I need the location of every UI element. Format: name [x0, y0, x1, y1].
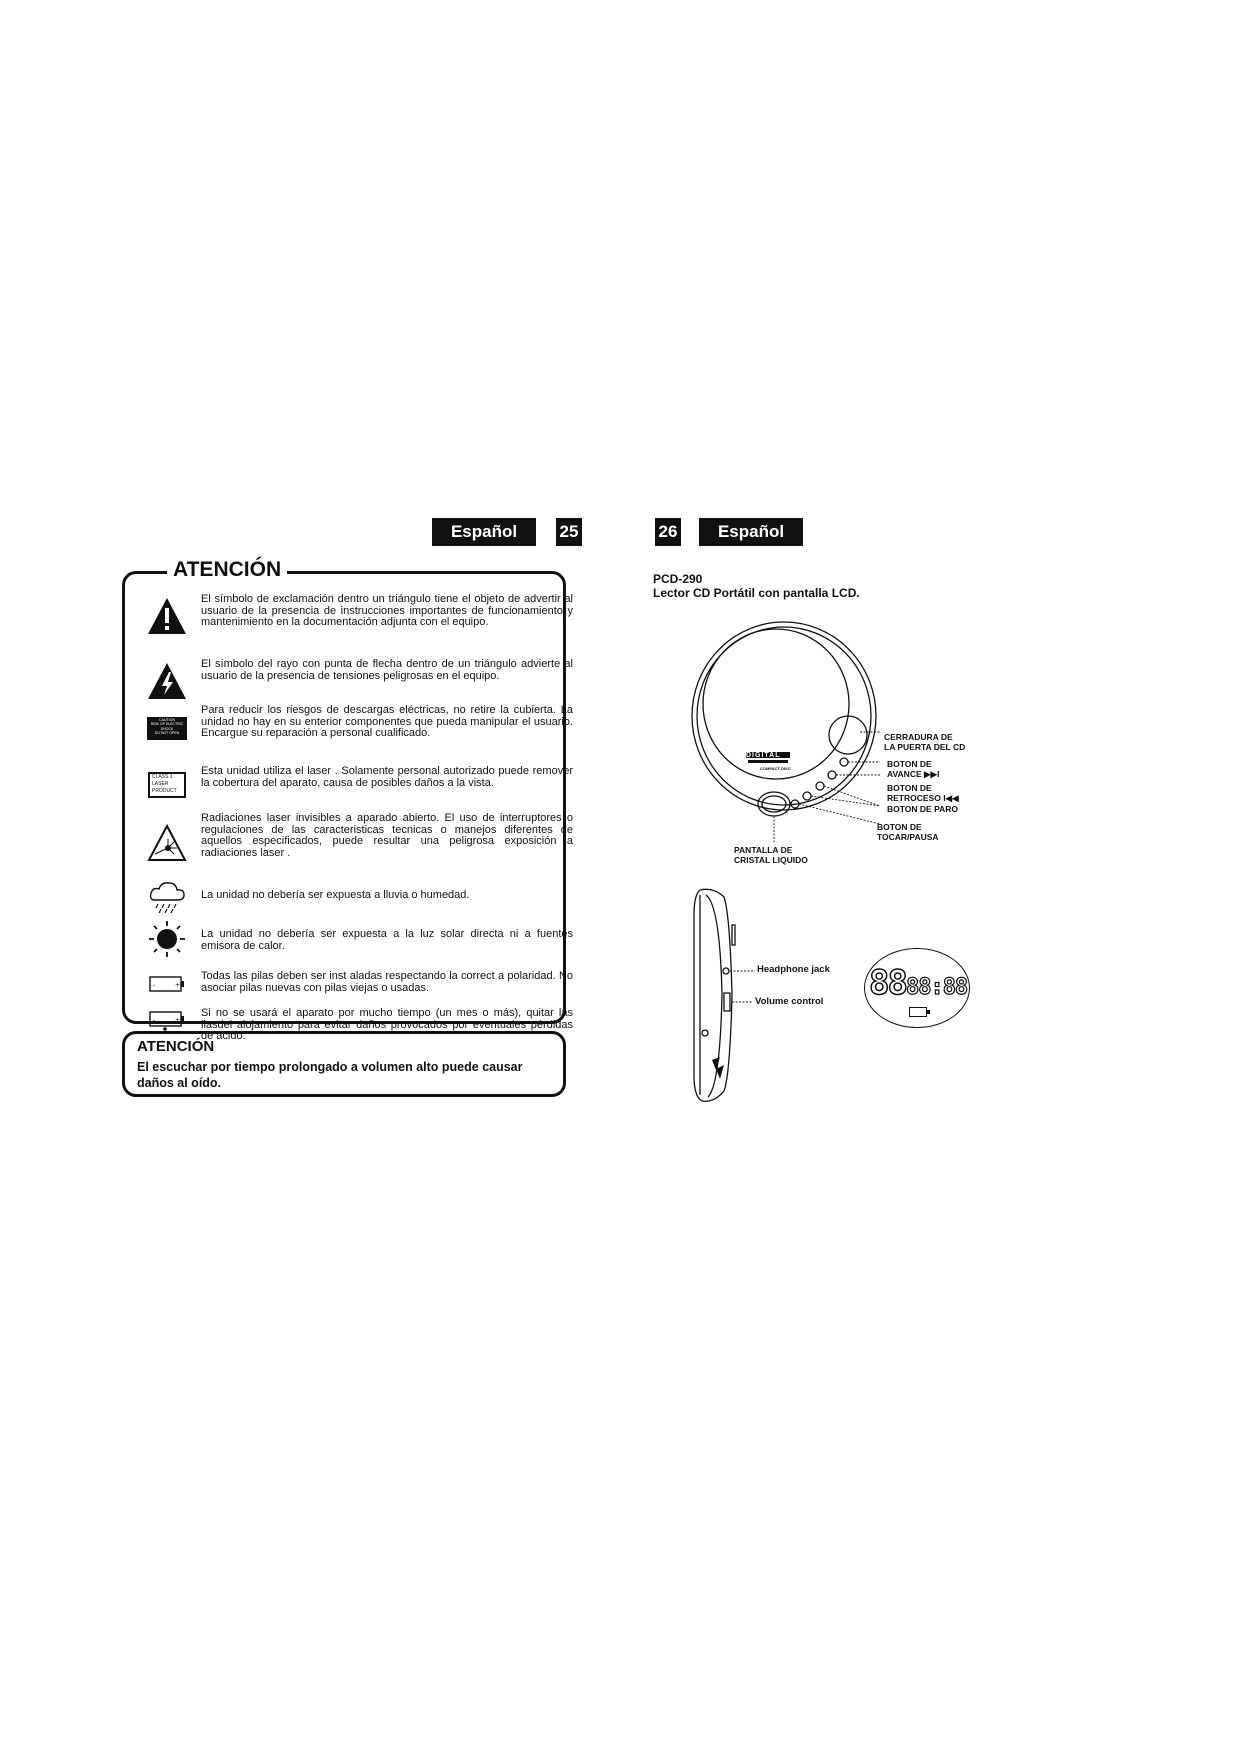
- warning-title: ATENCIÓN: [167, 558, 287, 582]
- lcd-track-digits: 88: [869, 963, 906, 1003]
- label-line: RETROCESO I◀◀: [887, 793, 959, 803]
- caution-label-icon: [145, 713, 189, 743]
- warning-text: La unidad no debería ser expuesta a la luz solar directa ni a fuentes emisora de calor.: [201, 928, 573, 952]
- caution-label-line: SHOCK: [160, 726, 174, 731]
- label-line: LA PUERTA DEL CD: [884, 742, 966, 752]
- warning-item-caution: [125, 705, 585, 757]
- label-line: BOTON DE: [887, 759, 932, 769]
- label-line: BOTON DE PARO: [887, 804, 958, 814]
- battery-indicator-icon: [909, 1007, 927, 1017]
- label-line: PANTALLA DE: [734, 845, 793, 855]
- label-line: AVANCE ▶▶I: [887, 769, 940, 779]
- rewind-button-label: [887, 783, 959, 803]
- lcd-label: [734, 845, 808, 865]
- class1-laser-label-icon: [145, 770, 189, 800]
- warning-item-lightning: [125, 659, 585, 704]
- svg-text:+: +: [175, 1017, 181, 1024]
- svg-text:-: -: [153, 982, 156, 989]
- cd-player-side-diagram: [690, 885, 840, 1105]
- sun-icon: [145, 919, 189, 959]
- warning-box: [122, 558, 573, 1042]
- warning-item-sun: [125, 919, 585, 961]
- warning-text: El símbolo de exclamación dentro un triángulo tiene el objeto de advertir al usuario de la presencia de instrucciones importantes de funcionamiento y mantenimiento en la documentación adjunta con el equipo.: [201, 593, 573, 628]
- stop-button-label: [887, 804, 958, 814]
- compact-disc-logo: COMPACT DISC: [760, 766, 791, 771]
- warning-text: La unidad no debería ser expuesta a lluvia o humedad.: [201, 889, 470, 901]
- volume-control-label: Volume control: [755, 996, 824, 1007]
- class1-label-line: LASER PRODUCT: [152, 781, 177, 794]
- svg-text:+: +: [175, 982, 181, 989]
- class1-label-line: CLASS 1: [152, 774, 173, 780]
- label-line: BOTON DE: [877, 822, 922, 832]
- rain-cloud-icon: [145, 879, 189, 915]
- laser-warning-triangle-icon: [145, 823, 189, 863]
- warning-item-laser-class: [125, 766, 585, 806]
- language-label-right: Español: [699, 518, 803, 546]
- headphone-jack-label: Headphone jack: [757, 964, 830, 975]
- caution-label-line: RISK OF ELECTRIC: [150, 722, 184, 726]
- product-subtitle: Lector CD Portátil con pantalla LCD.: [653, 586, 860, 600]
- page-number-right: 26: [655, 518, 681, 546]
- label-line: TOCAR/PAUSA: [877, 832, 939, 842]
- warning-text: Para reducir los riesgos de descargas eléctricas, no retire la cubierta. La unidad no hay en su enterior componentes que pueda manipular el usuario. Encargue su reparación a personal cualificado.: [201, 704, 573, 739]
- battery-polarity-icon: [145, 969, 189, 999]
- warning-text: Radiaciones laser invisibles a aparado abierto. El uso de interruptores o regulaciones de las caracteristicas tecnicas o manejos diferentes de aquellos especificados, puede resultar una peligrosa exposición a radiaciones laser .: [201, 812, 573, 859]
- door-lock-label: [884, 732, 965, 752]
- language-label-left: Español: [432, 518, 536, 546]
- label-line: CRISTAL LIQUIDO: [734, 855, 808, 865]
- forward-button-label: [887, 759, 939, 779]
- brand-label: DIGITAL: [746, 752, 781, 759]
- warning-text: Si no se usará el aparato por mucho tiempo (un mes o más), quitar las ilasdel alojamiento para evitar daños provocados por eventuales pérdidas de ácido.: [201, 1007, 573, 1042]
- page-number-left: 25: [556, 518, 582, 546]
- warning-item-exclamation: [125, 594, 585, 654]
- play-pause-button-label: [877, 822, 939, 842]
- lcd-display: [864, 948, 970, 1028]
- warning-text: El símbolo del rayo con punta de flecha dentro de un triángulo advierte al usuario de la presencia de tensiones peligrosas en el equipo.: [201, 658, 573, 682]
- warning-text: Todas las pilas deben ser inst aladas respectando la correct a polaridad. No asociar pilas nuevas con pilas viejas o usadas.: [201, 970, 573, 994]
- hearing-title: ATENCIÓN: [137, 1038, 215, 1055]
- warning-item-battery-polarity: [125, 969, 585, 1001]
- lightning-triangle-icon: [145, 661, 189, 701]
- hearing-warning-box: [122, 1031, 566, 1097]
- warning-item-laser-radiation: [125, 813, 585, 873]
- model-name: PCD-290: [653, 572, 703, 586]
- caution-label-line: CAUTION: [159, 717, 175, 722]
- hearing-text: El escuchar por tiempo prolongado a volumen alto puede causar daños al oído.: [137, 1060, 523, 1090]
- label-line: BOTON DE: [887, 783, 932, 793]
- svg-text:-: -: [153, 1017, 156, 1024]
- lcd-time-digits: 88:88: [905, 975, 968, 1000]
- label-line: CERRADURA DE: [884, 732, 953, 742]
- warning-text: Esta unidad utiliza el laser . Solamente personal autorizado puede remover la cobertura del aparato, causa de posibles daños a la vista.: [201, 765, 573, 789]
- caution-label-line: DO NOT OPEN: [154, 731, 180, 735]
- warning-item-rain: [125, 881, 585, 917]
- exclamation-triangle-icon: [145, 596, 189, 636]
